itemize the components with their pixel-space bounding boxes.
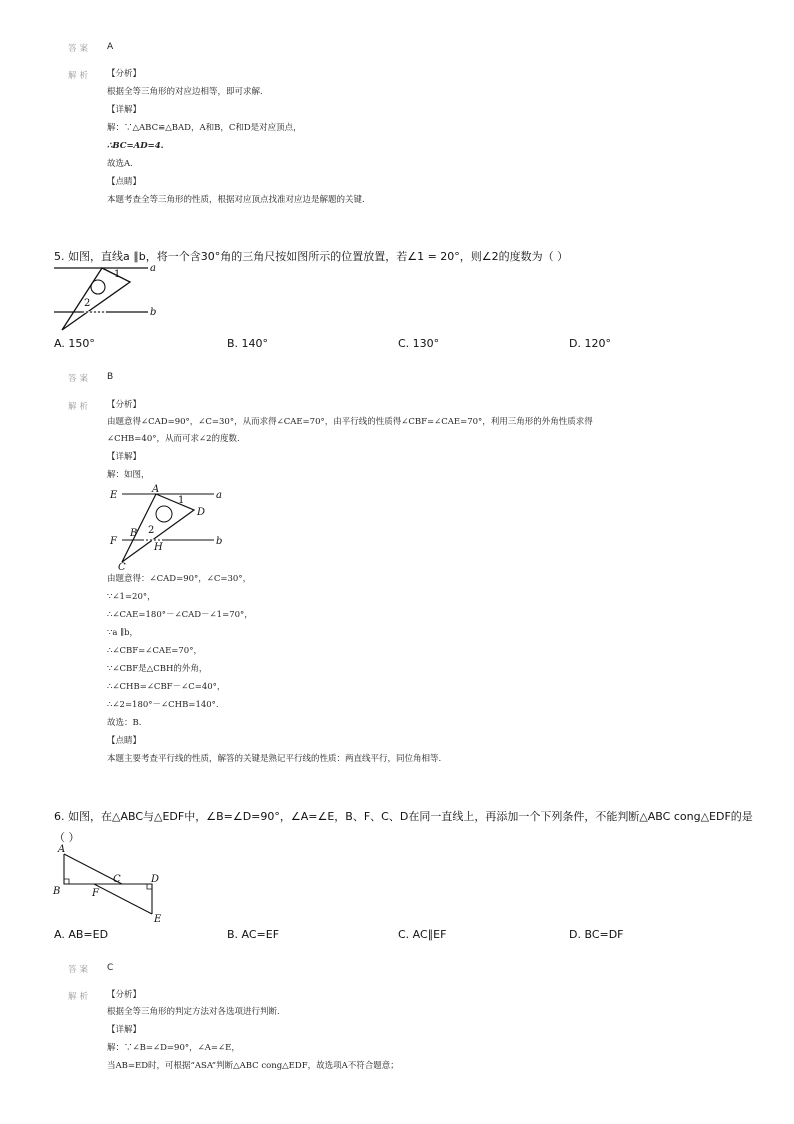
q6-option-c[interactable]: C. AC∥EF (398, 928, 447, 941)
label-A: A (152, 484, 160, 495)
q4-line: 【详解】 (107, 105, 142, 115)
q6-line: 解：∵∠B=∠D=90°，∠A=∠E， (107, 1043, 240, 1053)
q6-option-b[interactable]: B. AC=EF (227, 928, 280, 941)
q6-answer: C (107, 963, 114, 973)
label-F: F (92, 888, 99, 899)
label-C: C (118, 562, 126, 572)
q5-line: ∠CHB=40°，从而可求∠2的度数. (107, 434, 240, 444)
q5-line: 【分析】 (107, 400, 142, 410)
q4-answer: A (107, 42, 114, 52)
q5-label-2: 2 (84, 298, 91, 309)
q5-line: 【点睛】 (107, 736, 142, 746)
q5-line: 由题意得：∠CAD=90°，∠C=30°， (107, 574, 252, 584)
q5-label-a: a (150, 263, 156, 274)
analysis-tag: 解析 (68, 402, 92, 412)
label-A: A (58, 844, 66, 855)
q4-line: 解：∵△ABC≌△BAD，A和B，C和D是对应顶点， (107, 123, 302, 133)
label-a: a (216, 490, 222, 501)
q4-line: 【点睛】 (107, 177, 142, 187)
answer-tag: 答案 (68, 44, 92, 54)
q5-line: 【详解】 (107, 452, 142, 462)
label-D: D (151, 874, 160, 885)
label-b: b (216, 536, 223, 547)
q4-line: 根据全等三角形的对应边相等，即可求解. (107, 87, 263, 97)
answer-tag: 答案 (68, 965, 92, 975)
q5-label-1: 1 (114, 269, 121, 280)
label-C: C (113, 874, 121, 885)
label-1: 1 (178, 495, 185, 506)
analysis-tag: 解析 (68, 992, 92, 1002)
q5-line: 本题主要考查平行线的性质，解答的关键是熟记平行线的性质：两直线平行，同位角相等. (107, 754, 442, 764)
q5-line: ∴∠CBF=∠CAE=70°， (107, 646, 202, 656)
answer-tag: 答案 (68, 374, 92, 384)
label-E: E (110, 490, 118, 501)
q4-line: 本题考查全等三角形的性质，根据对应顶点找准对应边是解题的关键. (107, 195, 365, 205)
q6-figure (50, 842, 170, 926)
q5-solution-figure (104, 482, 234, 572)
analysis-tag: 解析 (68, 71, 92, 81)
q4-line: 【分析】 (107, 69, 142, 79)
label-B: B (130, 528, 138, 539)
q6-option-d[interactable]: D. BC=DF (569, 928, 624, 941)
label-2: 2 (148, 525, 155, 536)
q6-option-a[interactable]: A. AB=ED (54, 928, 109, 941)
q5-line: ∵∠1=20°， (107, 592, 156, 602)
q6-line: 【分析】 (107, 990, 142, 1000)
q5-line: ∵∠CBF是△CBH的外角， (107, 664, 208, 674)
q6-stem-cont: （ ） (54, 831, 80, 844)
q5-option-a[interactable]: A. 150° (54, 337, 95, 350)
q5-option-d[interactable]: D. 120° (569, 337, 611, 350)
q5-line: 由题意得∠CAD=90°，∠C=30°，从而求得∠CAE=70°，由平行线的性质得∠CBF=∠CAE=70°，利用三角形的外角性质求得 (107, 417, 593, 427)
q5-line: 解：如图， (107, 470, 150, 480)
q5-line: ∵a ∥b， (107, 628, 139, 638)
label-H: H (154, 542, 163, 553)
q5-line: 故选：B. (107, 718, 142, 728)
q4-line: 故选A. (107, 159, 133, 169)
label-B: B (53, 886, 61, 897)
q5-stem: 5. 如图，直线a ∥b，将一个含30°角的三角尺按如图所示的位置放置，若∠1 = 20°，则∠2的度数为（ ） (54, 250, 569, 263)
q4-line: ∴BC=AD=4. (107, 141, 164, 151)
q5-line: ∴∠CAE=180°－∠CAD－∠1=70°， (107, 610, 253, 620)
q6-stem: 6. 如图，在△ABC与△EDF中，∠B=∠D=90°，∠A=∠E，B、F、C、D在同一直线上，再添加一个下列条件，不能判断△ABC cong△EDF的是 (54, 810, 753, 823)
q5-option-b[interactable]: B. 140° (227, 337, 269, 350)
q5-line: ∴∠CHB=∠CBF－∠C=40°， (107, 682, 226, 692)
q5-answer: B (107, 372, 114, 382)
q5-figure (52, 260, 162, 332)
q6-line: 根据全等三角形的判定方法对各选项进行判断. (107, 1007, 280, 1017)
label-F: F (110, 536, 117, 547)
q6-line: 当AB=ED时，可根据“ASA”判断△ABC cong△EDF，故选项A不符合题意； (107, 1061, 399, 1071)
label-E: E (154, 914, 162, 925)
q6-line: 【详解】 (107, 1025, 142, 1035)
q5-line: ∴∠2=180°－∠CHB=140°. (107, 700, 219, 710)
label-D: D (197, 507, 206, 518)
q5-option-c[interactable]: C. 130° (398, 337, 440, 350)
q5-label-b: b (150, 307, 157, 318)
